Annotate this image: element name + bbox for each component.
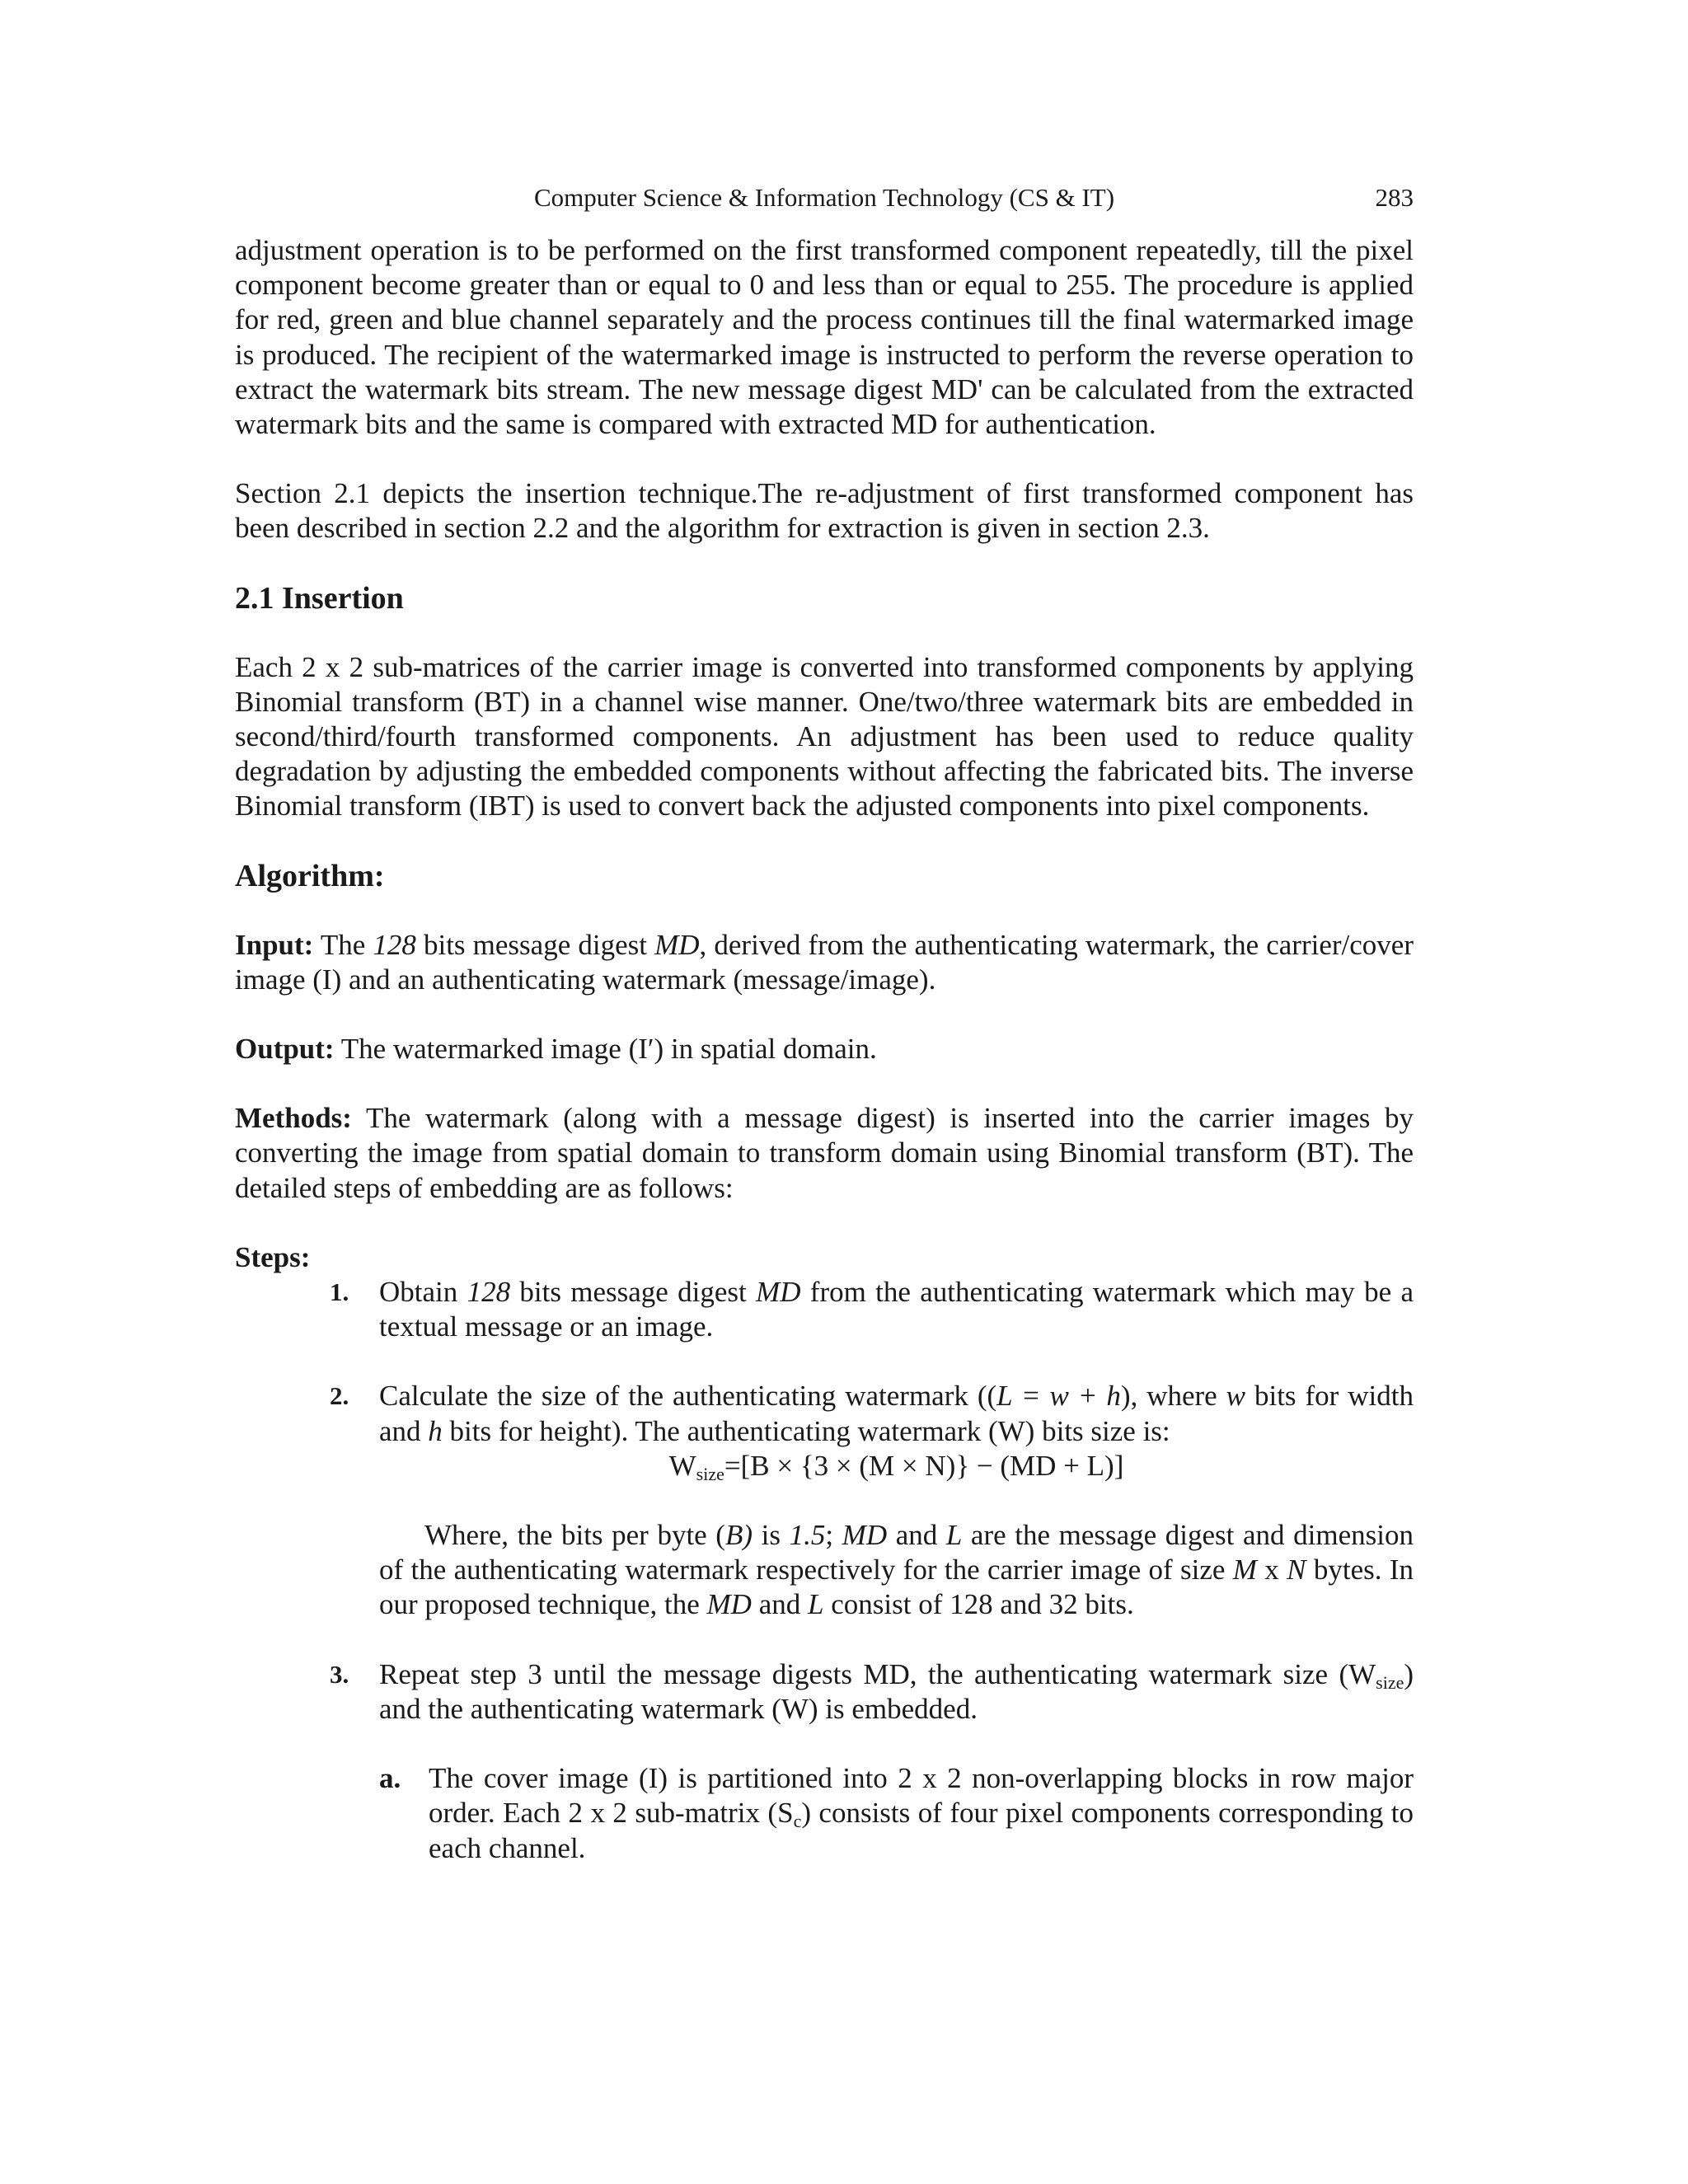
step-3 — [235, 1657, 1414, 1727]
input-italic: MD — [654, 928, 700, 961]
step-italic: h — [428, 1414, 443, 1447]
section-heading: 2.1 Insertion — [235, 580, 404, 616]
where-italic: N — [1287, 1554, 1306, 1586]
where-text: consist of 128 and 32 bits. — [823, 1588, 1134, 1621]
step-text: ) and the authenticating watermark (W) is embedded. — [379, 1657, 1414, 1725]
step-1 — [235, 1275, 1414, 1344]
input-italic: 128 — [373, 928, 416, 961]
step-number: 3. — [330, 1659, 349, 1689]
formula-subscript: size — [696, 1463, 724, 1484]
step-italic: L = w + h — [996, 1380, 1121, 1413]
where-text: and — [751, 1588, 809, 1621]
step-text: bits for height). The authenticating watermark (W) bits size is: — [442, 1414, 1170, 1447]
where-italic: MD — [706, 1588, 752, 1621]
steps-heading — [235, 1240, 1414, 1275]
paragraph-2: Section 2.1 depicts the insertion technique.The re-adjustment of first transformed component has been described in section 2.2 and the algorithm for extraction is given in section 2.3. — [235, 477, 1414, 545]
algorithm-heading: Algorithm: — [235, 858, 385, 893]
where-italic: MD — [842, 1519, 888, 1552]
where-italic: L — [808, 1588, 824, 1621]
output-label: Output: — [235, 1033, 335, 1066]
step-italic: MD — [756, 1276, 801, 1309]
where-italic: M — [1232, 1554, 1257, 1586]
substep-text: ) consists of four pixel components corresponding to each channel. — [429, 1797, 1414, 1864]
output-text: The watermarked image (I′) in spatial domain. — [334, 1033, 877, 1066]
input-text: bits message digest — [415, 928, 655, 961]
input-text: The — [313, 928, 373, 961]
methods-label: Methods: — [235, 1102, 352, 1135]
formula-body: =[B × {3 × (M × N)} − (MD + L)] — [724, 1449, 1124, 1482]
step-text: Calculate the size of the authenticating watermark (( — [379, 1380, 997, 1413]
step-number: 2. — [330, 1381, 349, 1411]
substep-text: The cover image (I) is partitioned into 2 x 2 non-overlapping blocks in row major order. Each 2 x 2 sub-matrix (S — [429, 1762, 1414, 1830]
where-text: and — [887, 1519, 946, 1552]
paragraph-3: Each 2 x 2 sub-matrices of the carrier image is converted into transformed components by applying Binomial transform (BT) in a channel wise manner. One/two/three watermark bits are embedded in second/third/fourth transformed components. An adjustment has been used to reduce quality degradation by adjusting the embedded components without affecting the fabricated bits. The inverse Binomial transform (IBT) is used to convert back the adjusted components into pixel components. — [235, 650, 1414, 823]
step-text: bits for width and — [379, 1380, 1414, 1447]
step-text: Repeat step 3 until the message digests MD, the authenticating watermark size (W — [379, 1657, 1376, 1690]
step-number: 1. — [330, 1277, 349, 1307]
page-number: 283 — [1375, 183, 1414, 212]
step-italic: 128 — [467, 1276, 511, 1309]
where-text: are the message digest and dimension of the authenticating watermark respectively for the carrier image of size — [379, 1519, 1414, 1586]
wsize-formula — [235, 1449, 1414, 1483]
where-paragraph — [235, 1518, 1414, 1623]
running-header — [235, 183, 1414, 224]
where-text: x — [1256, 1554, 1287, 1586]
where-text: is — [753, 1519, 790, 1552]
where-text: ; — [825, 1519, 842, 1552]
where-italic: B) — [724, 1519, 753, 1552]
step-text: from the authenticating watermark which may be a textual message or an image. — [379, 1276, 1414, 1343]
step-text: Obtain — [379, 1276, 467, 1309]
page-body — [235, 233, 1414, 1866]
steps-label: Steps: — [235, 1240, 311, 1273]
output-paragraph — [235, 1032, 1414, 1066]
step-2 — [235, 1379, 1414, 1448]
paragraph-1: adjustment operation is to be performed on the first transformed component repeatedly, till the pixel component become greater than or equal to 0 and less than or equal to 255. The procedure is applied for red, green and blue channel separately and the process continues till the final watermarked image is produced. The recipient of the watermarked image is instructed to perform the reverse operation to extract the watermark bits stream. The new message digest MD' can be calculated from the extracted watermark bits and the same is compared with extracted MD for authentication. — [235, 234, 1414, 441]
step-subscript: size — [1376, 1671, 1404, 1693]
where-italic: 1.5 — [789, 1519, 826, 1552]
methods-text: The watermark (along with a message digest) is inserted into the carrier images by converting the image from spatial domain to transform domain using Binomial transform (BT). The detailed steps of embedding are as follows: — [235, 1102, 1414, 1204]
input-text: , derived from the authenticating watermark, the carrier/cover image (I) and an authenticating watermark (message/image). — [235, 928, 1414, 996]
step-italic: w — [1226, 1380, 1246, 1413]
substep-letter: a. — [379, 1762, 401, 1795]
step-3a — [235, 1761, 1414, 1866]
step-text: ), where — [1120, 1380, 1226, 1413]
where-italic: L — [945, 1519, 963, 1552]
substep-subscript: c — [793, 1811, 802, 1832]
step-text: bits message digest — [510, 1276, 757, 1309]
where-text: bytes. In our proposed technique, the — [379, 1554, 1414, 1621]
journal-title: Computer Science & Information Technology (CS & IT) — [533, 183, 1115, 212]
methods-paragraph — [235, 1101, 1414, 1206]
formula-symbol: W — [668, 1449, 696, 1482]
where-text: Where, the bits per byte ( — [424, 1519, 725, 1552]
input-paragraph — [235, 928, 1414, 997]
input-label: Input: — [235, 928, 314, 961]
